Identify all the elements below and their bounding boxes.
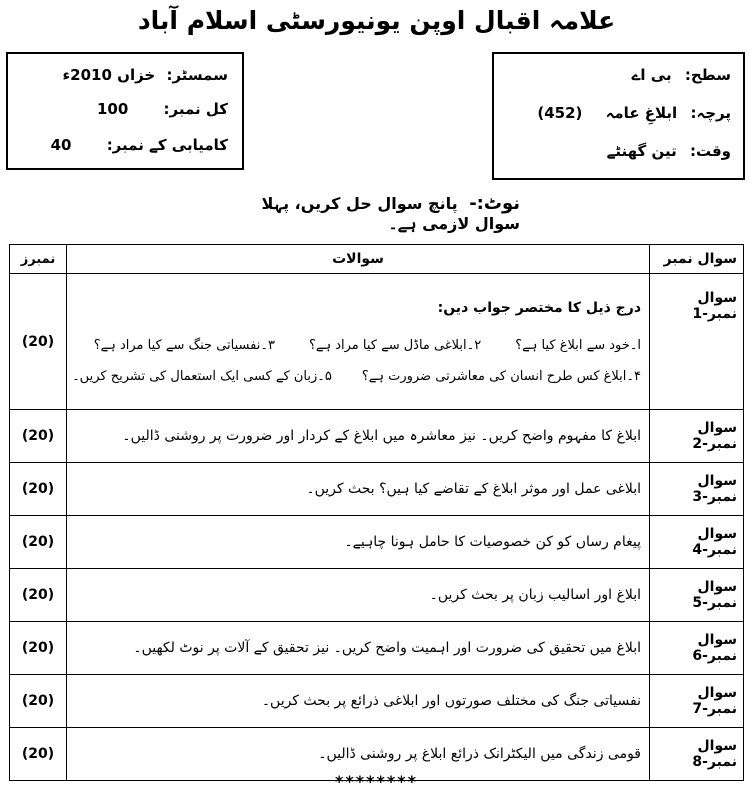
question-text: ابلاغ میں تحقیق کی ضرورت اور اہمیت واضح کریں۔ نیز تحقیق کے آلات پر نوٹ لکھیں۔ xyxy=(67,622,650,675)
end-marker: ******** xyxy=(335,772,418,791)
table-row xyxy=(10,569,744,622)
question-number: سوال نمبر-4 xyxy=(650,516,744,569)
question-marks: (20) xyxy=(10,463,67,516)
table-row xyxy=(10,622,744,675)
total-marks-value: 100 xyxy=(96,100,129,118)
table-row xyxy=(10,675,744,728)
question-text: ابلاغ کا مفہوم واضح کریں۔ نیز معاشرہ میں ابلاغ کے کردار اور ضرورت پر روشنی ڈالیں۔ xyxy=(67,410,650,463)
note-label: نوٹ:- xyxy=(469,193,520,214)
semester-label: سمسٹر: xyxy=(166,66,228,84)
exam-info-box-left xyxy=(6,52,244,170)
exam-info-box-right xyxy=(492,52,745,180)
time-value: تین گھنٹے xyxy=(606,142,677,160)
question-text-cell xyxy=(67,274,650,410)
question-marks: (20) xyxy=(10,569,67,622)
header-number: سوال نمبر xyxy=(650,245,744,274)
question-marks: (20) xyxy=(10,675,67,728)
question-1-part: ۵۔زبان کے کسی ایک استعمال کی تشریح کریں۔ xyxy=(72,368,332,384)
question-text: پیغام رساں کو کن خصوصیات کا حامل ہونا چاہیے۔ xyxy=(67,516,650,569)
question-number: سوال نمبر-1 xyxy=(650,274,744,410)
questions-table xyxy=(9,244,744,781)
question-marks: (20) xyxy=(10,274,67,410)
question-text: قومی زندگی میں الیکٹرانک ذرائع ابلاغ پر روشنی ڈالیں۔ xyxy=(67,728,650,781)
paper-code: (452) xyxy=(537,104,583,122)
question-1-part: ۴۔ابلاغ کس طرح انسان کی معاشرتی ضرورت ہے؟ xyxy=(361,368,641,384)
question-text: نفسیاتی جنگ کی مختلف صورتوں اور ابلاغی ذرائع پر بحث کریں۔ xyxy=(67,675,650,728)
question-marks: (20) xyxy=(10,728,67,781)
header-questions: سوالات xyxy=(67,245,650,274)
level-line xyxy=(632,66,731,84)
time-line xyxy=(607,142,731,160)
question-text: ابلاغی عمل اور موثر ابلاغ کے تقاضے کیا ہیں؟ بحث کریں۔ xyxy=(67,463,650,516)
header-marks: نمبرز xyxy=(10,245,67,274)
instruction-note xyxy=(230,193,520,233)
question-number: سوال نمبر-7 xyxy=(650,675,744,728)
university-header: علامہ اقبال اوپن یونیورسٹی اسلام آباد xyxy=(137,6,616,35)
question-1-parts-row-1 xyxy=(67,338,641,353)
question-text: ابلاغ اور اسالیب زبان پر بحث کریں۔ xyxy=(67,569,650,622)
level-value: بی اے xyxy=(631,66,672,84)
pass-marks-label: کامیابی کے نمبر: xyxy=(106,136,228,154)
table-row xyxy=(10,463,744,516)
question-marks: (20) xyxy=(10,410,67,463)
paper-line xyxy=(537,104,731,122)
question-1-part: ۳۔نفسیاتی جنگ سے کیا مراد ہے؟ xyxy=(93,337,275,353)
table-row xyxy=(10,274,744,410)
time-label: وقت: xyxy=(689,142,731,160)
question-1-part: ۲۔ابلاغی ماڈل سے کیا مراد ہے؟ xyxy=(308,337,482,353)
total-marks-line xyxy=(97,100,228,118)
question-1-parts-row-2 xyxy=(67,369,641,384)
pass-marks-line xyxy=(51,136,228,154)
question-1-part: ا۔خود سے ابلاغ کیا ہے؟ xyxy=(515,337,641,353)
pass-marks-value: 40 xyxy=(50,136,72,154)
question-number: سوال نمبر-2 xyxy=(650,410,744,463)
table-row xyxy=(10,516,744,569)
total-marks-label: کل نمبر: xyxy=(163,100,228,118)
question-number: سوال نمبر-3 xyxy=(650,463,744,516)
table-header-row xyxy=(10,245,744,274)
question-marks: (20) xyxy=(10,516,67,569)
semester-value: خزاں 2010ء xyxy=(62,66,156,84)
question-marks: (20) xyxy=(10,622,67,675)
question-1-intro: درج ذیل کا مختصر جواب دیں: xyxy=(437,299,641,316)
question-number: سوال نمبر-6 xyxy=(650,622,744,675)
question-number: سوال نمبر-8 xyxy=(650,728,744,781)
note-text: پانچ سوال حل کریں، پہلا سوال لازمی ہے۔ xyxy=(261,194,520,233)
semester-line xyxy=(63,66,229,84)
paper-label: پرچہ: xyxy=(690,104,731,122)
paper-value: ابلاغِ عامہ xyxy=(605,104,678,122)
level-label: سطح: xyxy=(684,66,731,84)
table-row xyxy=(10,410,744,463)
question-number: سوال نمبر-5 xyxy=(650,569,744,622)
